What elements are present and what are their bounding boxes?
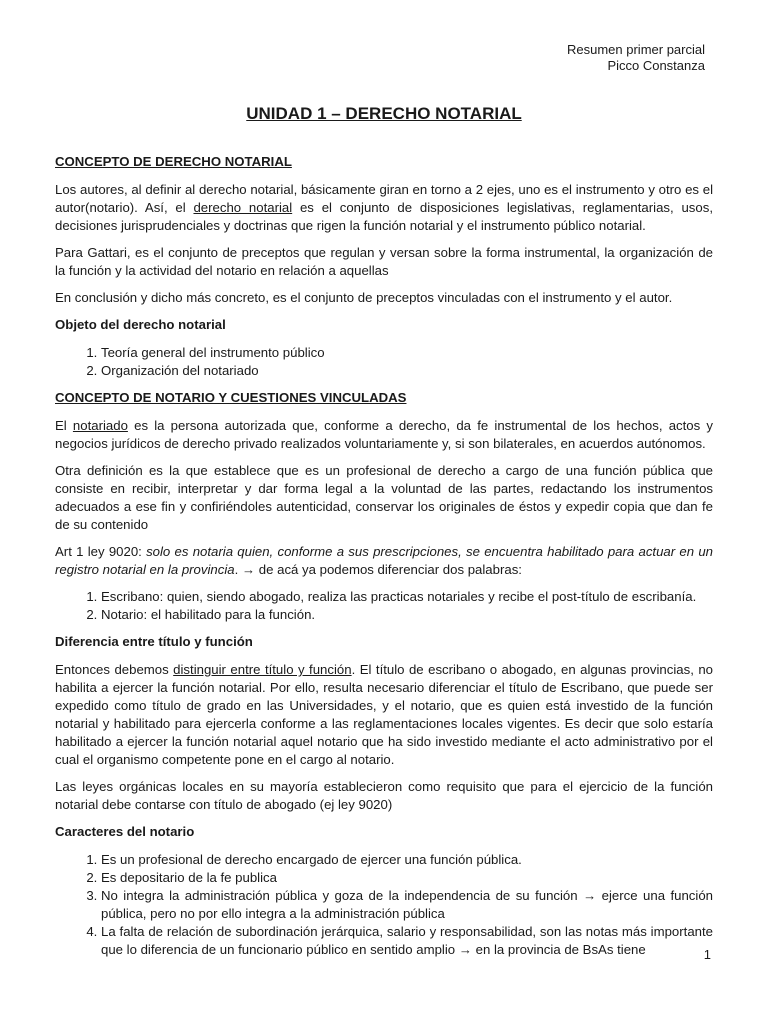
unit-title: UNIDAD 1 – DERECHO NOTARIAL: [246, 104, 522, 123]
list-item: 3. No integra la administración pública y goza de la independencia de su función → ejerce una función pública, pero no por ello integra a la administración pública: [101, 887, 713, 923]
paragraph: Art 1 ley 9020: solo es notaria quien, conforme a sus prescripciones, se encuentra habilitado para actuar en un registro notarial en la provincia. → de acá ya podemos diferenciar dos palabras:: [55, 544, 713, 577]
subheading-objeto: Objeto del derecho notarial: [55, 317, 226, 332]
list-item: 2. Organización del notariado: [101, 362, 713, 380]
underlined-term: derecho notarial: [193, 200, 293, 215]
paragraph: Las leyes orgánicas locales en su mayoría establecieron como requisito que para el ejercicio de la función notarial debe contarse con título de abogado (ej ley 9020): [55, 779, 713, 812]
subheading-diferencia: Diferencia entre título y función: [55, 634, 253, 649]
list-item: 1. Es un profesional de derecho encargado de ejercer una función pública.: [101, 851, 713, 869]
paragraph: En conclusión y dicho más concreto, es el conjunto de preceptos vinculadas con el instrumento y el autor.: [55, 290, 673, 305]
subheading-caracteres: Caracteres del notario: [55, 824, 195, 839]
document-body: [55, 103, 713, 968]
section-heading-notario: CONCEPTO DE NOTARIO Y CUESTIONES VINCULADAS: [55, 390, 407, 405]
numbered-list: [55, 588, 713, 624]
list-item: 2. Es depositario de la fe publica: [101, 869, 713, 887]
list-item: 1. Teoría general del instrumento público: [101, 344, 713, 362]
underlined-term: distinguir entre título y función: [173, 662, 352, 677]
paragraph: Otra definición es la que establece que es un profesional de derecho a cargo de una función pública que consiste en recibir, interpretar y dar forma legal a la voluntad de las partes, redactando los instrumentos adecuados a ese fin y confiriéndoles autenticidad, conservar los originales de éstos y expedir copia que dan fe de su contenido: [55, 463, 713, 532]
list-item: 4. La falta de relación de subordinación jerárquica, salario y responsabilidad, son las notas más importante que lo diferencia de un funcionario público en sentido amplio → en la provincia de BsAs tiene: [101, 923, 713, 959]
page-header: [567, 42, 705, 74]
underlined-term: notariado: [72, 418, 128, 433]
paragraph: El notariado es la persona autorizada que, conforme a derecho, da fe instrumental de los hechos, actos y negocios jurídicos de derecho privado realizados voluntariamente y, si son bilaterales, en acuerdos autónomos.: [55, 418, 713, 451]
numbered-list: [55, 344, 713, 380]
page-number: 1: [703, 947, 711, 962]
section-heading-concepto: CONCEPTO DE DERECHO NOTARIAL: [55, 154, 292, 169]
paragraph: Entonces debemos distinguir entre título y función. El título de escribano o abogado, en algunas provincias, no habilita a ejercer la función notarial. Por ello, resulta necesario diferenciar el título de Escribano, que puede ser expedido como título de grado en las Universidades, y el notario, que es quien está investido de la función notarial y habilitado para ejercerla conforme a las reglamentaciones locales vigentes. Es decir que solo estaría habilitado a ejercer la función notarial aquel notario que ha sido investido mediante el acto administrativo por el cual el organismo competente pone en el cargo al notario.: [55, 662, 713, 767]
italic-quote: solo es notaria quien, conforme a sus prescripciones, se encuentra habilitado para actuar en un registro notarial en la provincia: [55, 544, 713, 577]
numbered-list: [55, 851, 713, 959]
header-author: Picco Constanza: [607, 58, 705, 73]
list-item: 2. Notario: el habilitado para la función.: [101, 606, 713, 624]
list-item: 1. Escribano: quien, siendo abogado, realiza las practicas notariales y recibe el post-título de escribanía.: [101, 588, 713, 606]
header-subject: Resumen primer parcial: [567, 42, 705, 57]
paragraph: Los autores, al definir al derecho notarial, básicamente giran en torno a 2 ejes, uno es el instrumento y otro es el autor(notario). Así, el derecho notarial es el conjunto de disposiciones legislativas, reglamentarias, usos, decisiones jurisprudenciales y doctrinas que rigen la función notarial y el instrumento público notarial.: [55, 182, 713, 233]
paragraph: Para Gattari, es el conjunto de preceptos que regulan y versan sobre la forma instrumental, la organización de la función y la actividad del notario en relación a aquellas: [55, 245, 713, 278]
